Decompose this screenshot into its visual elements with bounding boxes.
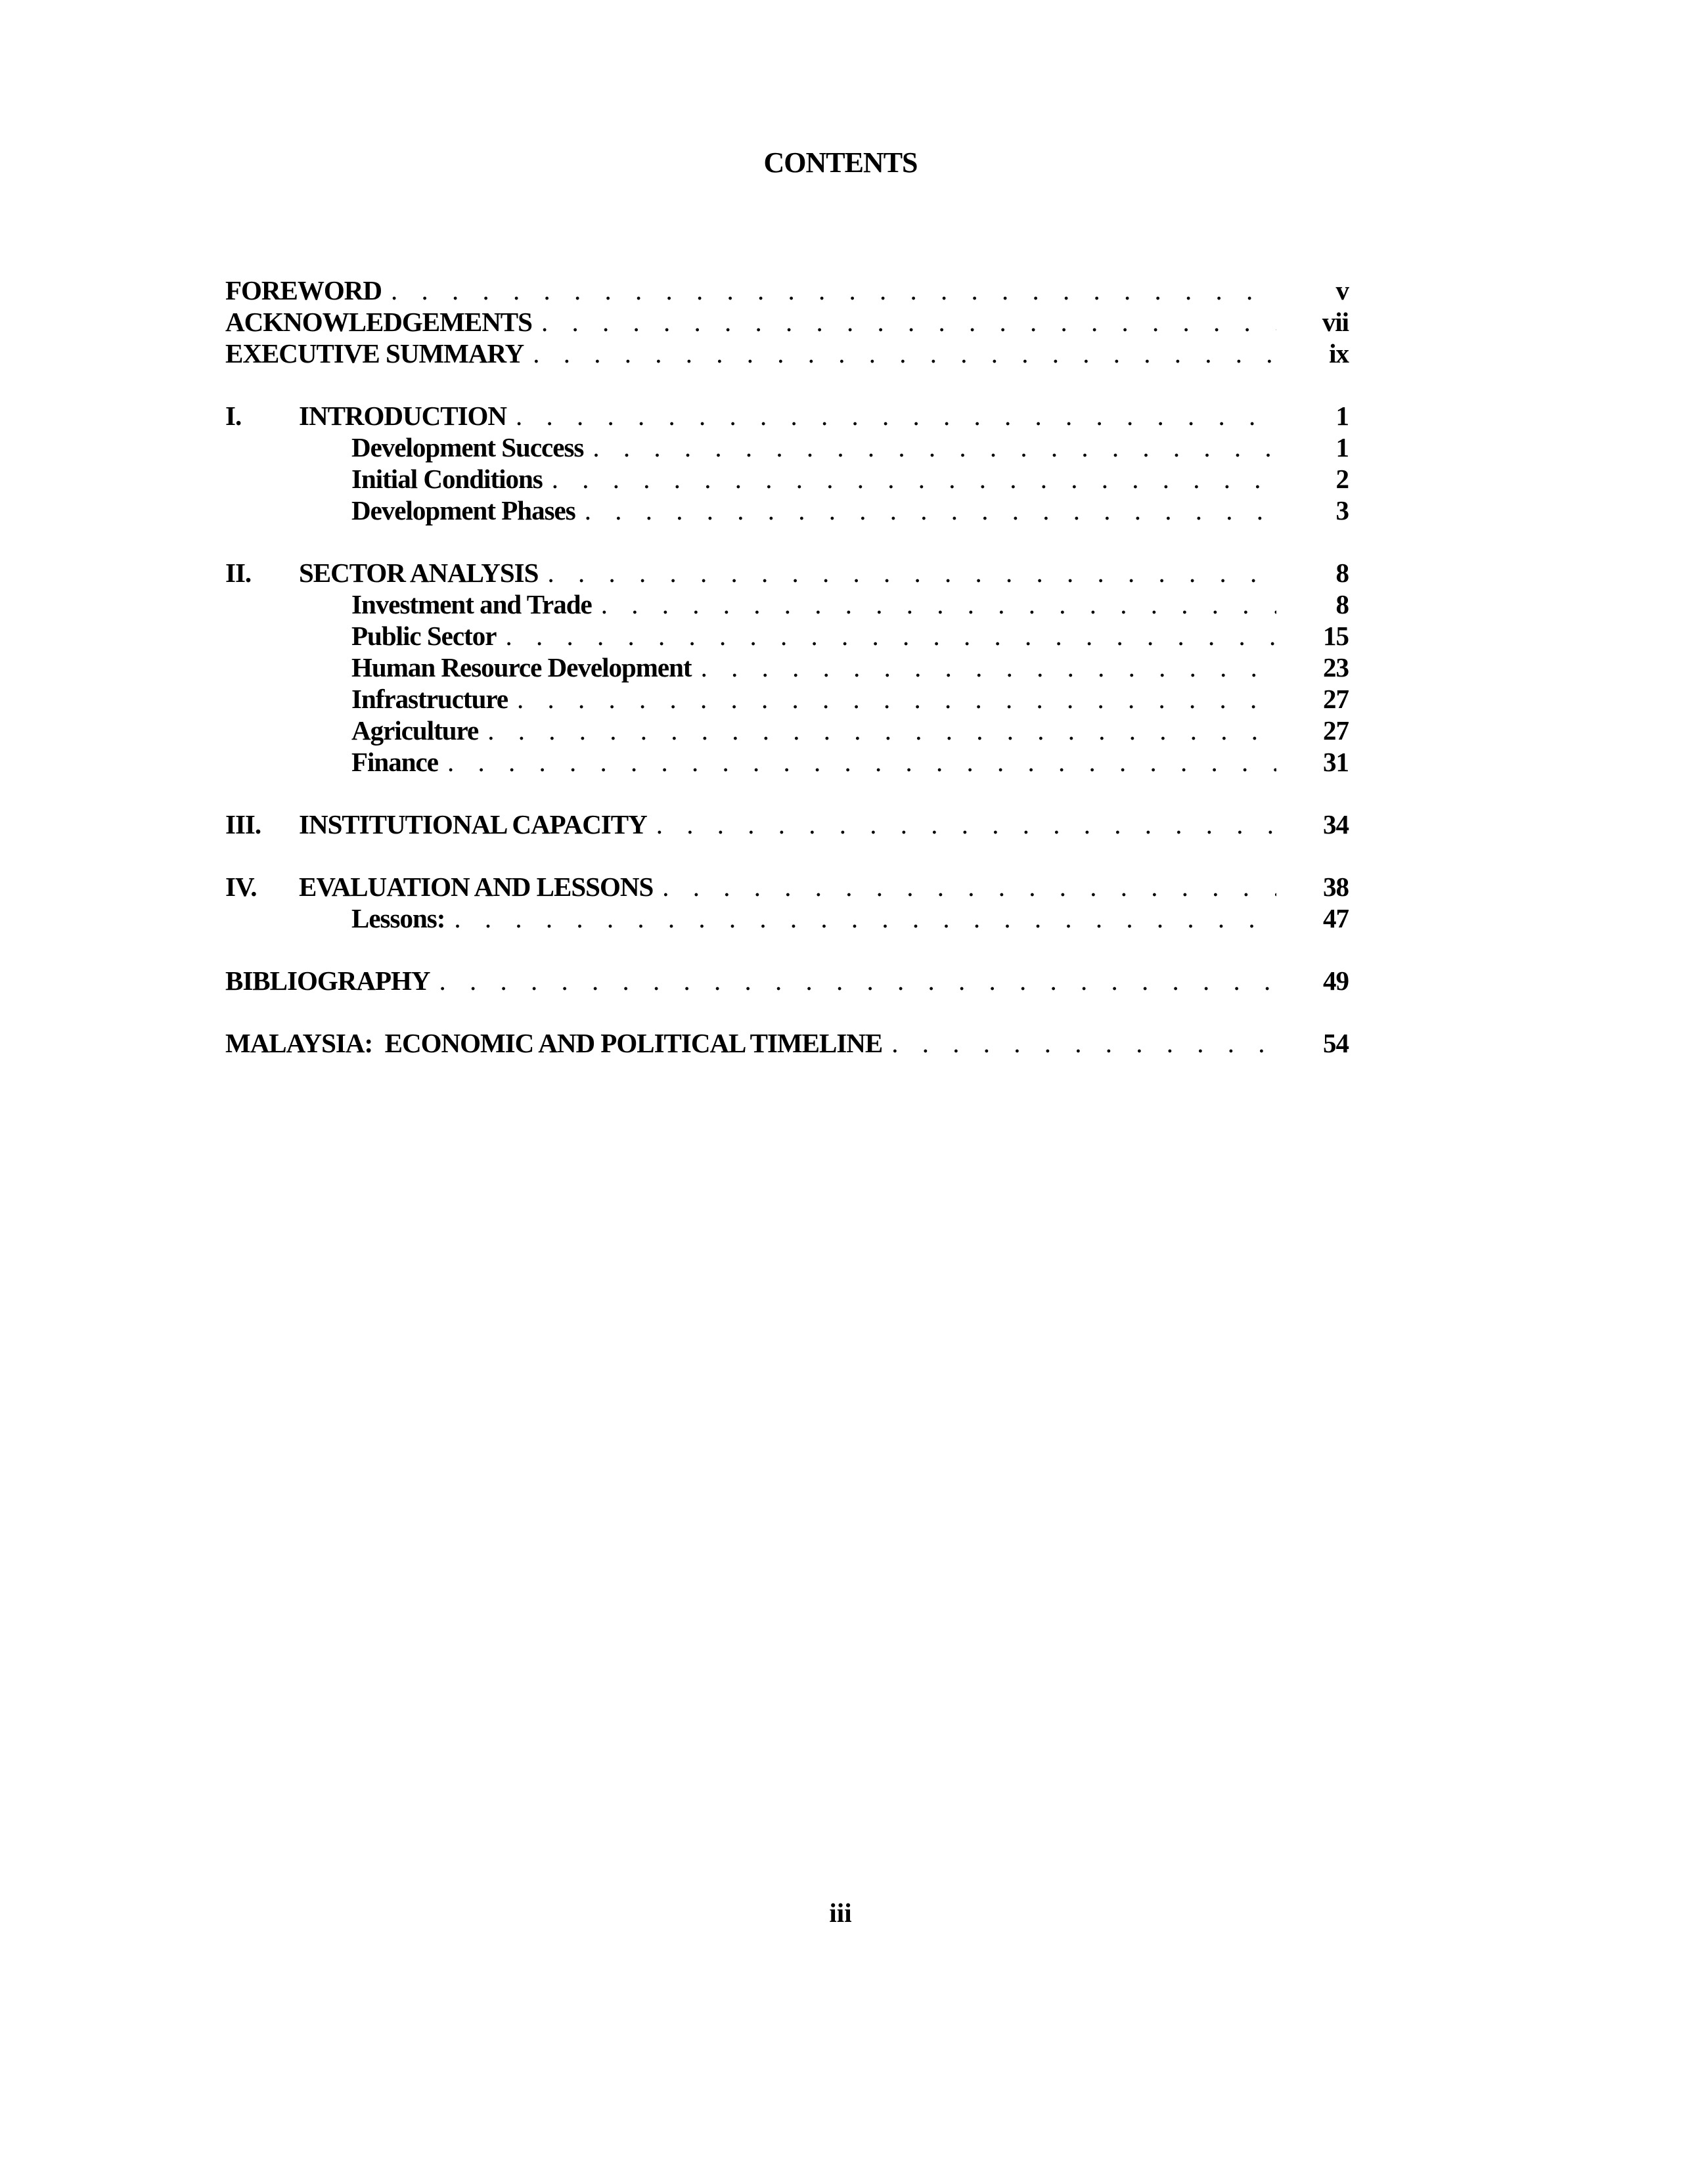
page-title: CONTENTS	[763, 146, 918, 179]
toc-page-number: 47	[1323, 903, 1349, 933]
bibliography-group	[225, 965, 1349, 996]
toc-entry-label: Initial Conditions	[351, 464, 543, 494]
toc-entry-chapter	[225, 871, 1349, 903]
toc-entry-section	[225, 495, 1349, 526]
dot-leader	[593, 432, 1276, 463]
toc-entry-timeline	[225, 1027, 1349, 1059]
page-number: iii	[829, 1898, 852, 1928]
dot-leader	[439, 965, 1277, 996]
toc-entry-label: Investment and Trade	[351, 589, 592, 619]
toc-page-number: 8	[1335, 558, 1349, 588]
toc-page-number: 1	[1335, 401, 1349, 431]
toc-entry-section	[225, 903, 1349, 934]
toc-page-number: 15	[1323, 621, 1349, 651]
dot-leader	[533, 338, 1276, 369]
toc-entry-label: FOREWORD	[225, 275, 382, 305]
toc-entry-label: SECTOR ANALYSIS	[299, 558, 539, 588]
toc-entry-section	[225, 652, 1349, 683]
toc-entry-label: INSTITUTIONAL CAPACITY	[299, 809, 647, 839]
dot-leader	[454, 903, 1276, 934]
dot-leader	[701, 652, 1276, 683]
toc-entry-label: Public Sector	[351, 621, 497, 651]
dot-leader	[662, 871, 1276, 903]
toc-entry-section	[225, 463, 1349, 495]
chapter-4	[225, 871, 1349, 934]
dot-leader	[891, 1027, 1276, 1059]
toc-entry-label: Development Success	[351, 432, 584, 462]
dot-leader	[487, 715, 1276, 746]
toc-entry-chapter	[225, 400, 1349, 432]
toc-page-number: v	[1335, 275, 1349, 305]
toc-entry-section	[225, 683, 1349, 715]
chapter-3	[225, 809, 1349, 840]
front-matter	[225, 275, 1349, 369]
toc-entry-label: Agriculture	[351, 715, 479, 746]
toc-page-number: 34	[1323, 809, 1349, 839]
toc-entry-chapter	[225, 557, 1349, 589]
toc-entry-label: MALAYSIA: ECONOMIC AND POLITICAL TIMELINE	[225, 1028, 883, 1058]
dot-leader	[656, 809, 1276, 840]
dot-leader	[585, 495, 1276, 526]
dot-leader	[517, 683, 1276, 715]
toc-entry-label: EVALUATION AND LESSONS	[299, 872, 654, 902]
toc-page-number: 49	[1323, 966, 1349, 996]
toc-entry-label: Lessons:	[351, 903, 445, 933]
toc-entry-executive-summary	[225, 338, 1349, 369]
chapter-number: IV.	[225, 872, 257, 902]
chapter-number: II.	[225, 558, 252, 588]
chapter-number: I.	[225, 401, 242, 431]
toc-entry-label: Human Resource Development	[351, 652, 692, 682]
toc-page-number: 54	[1323, 1028, 1349, 1058]
toc-entry-section	[225, 715, 1349, 746]
toc-entry-section	[225, 432, 1349, 463]
toc-page-number: 1	[1335, 432, 1349, 462]
toc-page-number: vii	[1322, 307, 1349, 337]
chapter-number: III.	[225, 809, 261, 839]
toc-entry-foreword	[225, 275, 1349, 306]
toc-entry-section	[225, 620, 1349, 652]
toc-entry-label: Finance	[351, 747, 438, 777]
chapter-1	[225, 400, 1349, 526]
dot-leader	[505, 620, 1276, 652]
dot-leader	[516, 400, 1276, 432]
chapter-2	[225, 557, 1349, 778]
dot-leader	[601, 589, 1276, 620]
toc-page-number: 3	[1335, 495, 1349, 525]
dot-leader	[447, 746, 1276, 778]
toc-entry-label: EXECUTIVE SUMMARY	[225, 338, 524, 368]
toc-entry-bibliography	[225, 965, 1349, 996]
toc-entry-section	[225, 589, 1349, 620]
toc-page-number: 23	[1323, 652, 1349, 682]
table-of-contents	[225, 275, 1349, 1090]
toc-entry-label: BIBLIOGRAPHY	[225, 966, 430, 996]
toc-page-number: 31	[1323, 747, 1349, 777]
toc-page-number: ix	[1329, 338, 1349, 368]
toc-entry-acknowledgements	[225, 306, 1349, 338]
timeline-group	[225, 1027, 1349, 1059]
toc-entry-label: INTRODUCTION	[299, 401, 507, 431]
dot-leader	[552, 463, 1276, 495]
dot-leader	[541, 306, 1276, 338]
toc-page-number: 27	[1323, 684, 1349, 714]
toc-page-number: 8	[1335, 589, 1349, 619]
toc-page-number: 38	[1323, 872, 1349, 902]
toc-entry-section	[225, 746, 1349, 778]
toc-entry-label: Development Phases	[351, 495, 575, 525]
toc-page-number: 27	[1323, 715, 1349, 746]
toc-entry-label: ACKNOWLEDGEMENTS	[225, 307, 532, 337]
dot-leader	[391, 275, 1276, 306]
toc-page-number: 2	[1335, 464, 1349, 494]
toc-entry-chapter	[225, 809, 1349, 840]
dot-leader	[547, 557, 1276, 589]
toc-entry-label: Infrastructure	[351, 684, 508, 714]
